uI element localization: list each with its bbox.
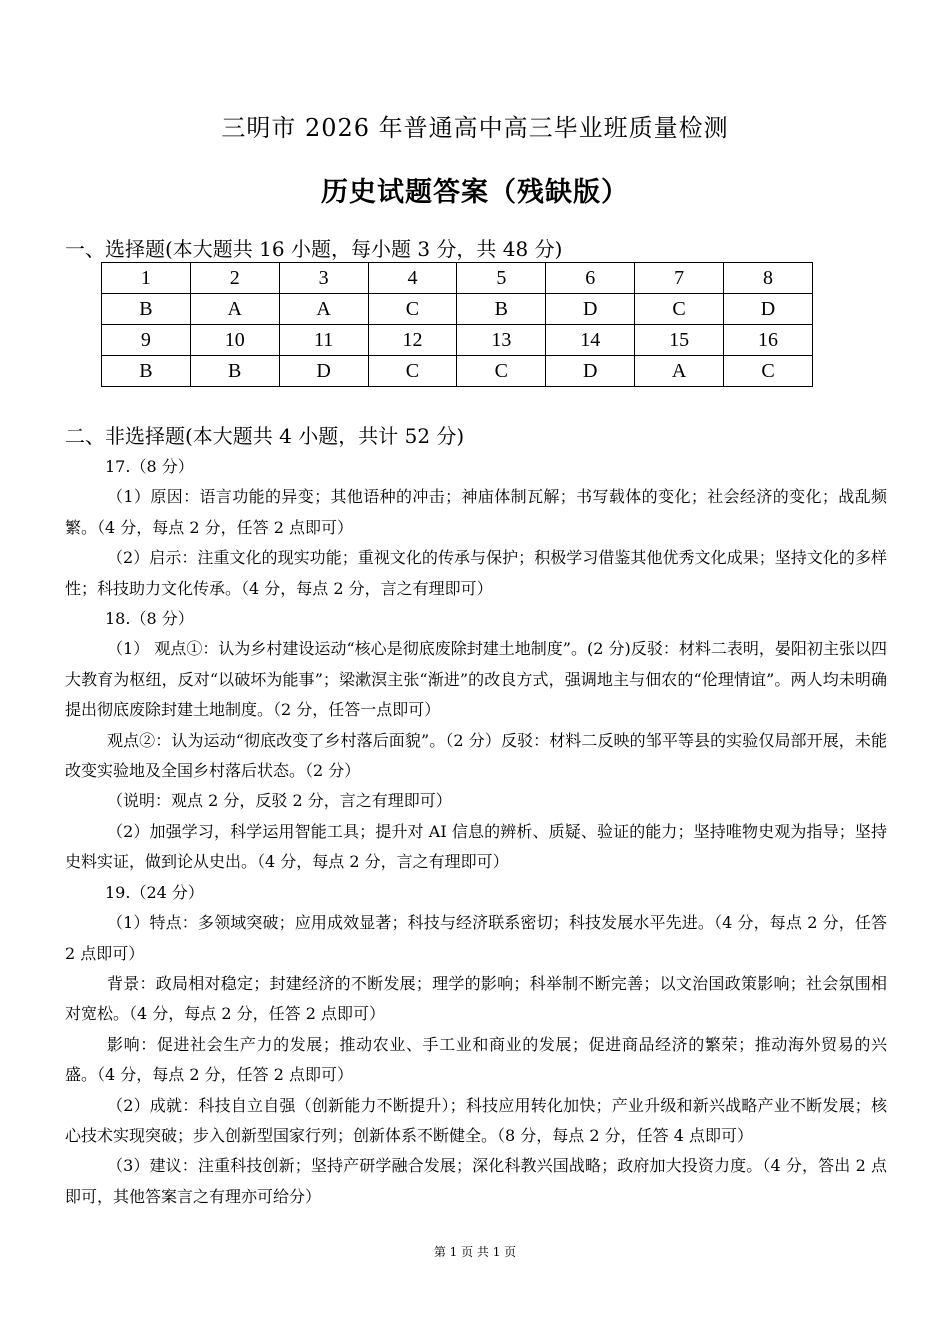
- answer-table-cell: 4: [368, 263, 457, 294]
- answer-table-row: [102, 325, 813, 356]
- answer-table-row: [102, 263, 813, 294]
- answer-paragraph: （2）加强学习，科学运用智能工具；提升对 AI 信息的辨析、质疑、验证的能力；坚持唯物史观为指导；坚持史料实证，做到论从史出。（4 分，每点 2 分，言之有理即可）: [65, 821, 887, 872]
- answer-body: [65, 452, 887, 1212]
- answer-table-cell: 14: [546, 325, 635, 356]
- answer-table-cell: 8: [724, 263, 813, 294]
- answer-paragraph: （3）建议：注重科技创新；坚持产研学融合发展；深化科教兴国战略；政府加大投资力度。（4 分，答出 2 点即可，其他答案言之有理亦可给分）: [65, 1156, 887, 1206]
- answer-paragraph: 观点②：认为运动“彻底改变了乡村落后面貌”。（2 分）反驳：材料二反映的邹平等县的实验仅局部开展，未能改变实验地及全国乡村落后状态。（2 分）: [65, 730, 887, 781]
- answer-table-cell: A: [190, 294, 279, 325]
- answer-table-cell: 6: [546, 263, 635, 294]
- answer-paragraph: 背景：政局相对稳定；封建经济的不断发展；理学的影响；科举制不断完善；以文治国政策影响；社会氛围相对宽松。（4 分，每点 2 分，任答 2 点即可）: [65, 973, 887, 1024]
- answer-table-cell: C: [457, 356, 546, 387]
- answer-table-cell: B: [190, 356, 279, 387]
- answer-table-cell: A: [635, 356, 724, 387]
- document-title: 三明市 2026 年普通高中高三毕业班质量检测: [221, 114, 729, 142]
- answer-paragraph: （1） 观点①：认为乡村建设运动“核心是彻底废除封建土地制度”。(2 分)反驳：材料二表明，晏阳初主张以四大教育为枢纽，反对“以破坏为能事”；梁漱溟主张“渐进”的改良方式，强调地主与佃农的“伦理情谊”。两人均未明确提出彻底废除封建土地制度。（2 分，任答一点即可）: [65, 639, 887, 720]
- answer-table-cell: 5: [457, 263, 546, 294]
- answer-table-cell: D: [546, 294, 635, 325]
- answer-table-cell: 1: [102, 263, 191, 294]
- document-subtitle: 历史试题答案（残缺版）: [321, 177, 629, 208]
- answer-paragraph: （说明：观点 2 分，反驳 2 分，言之有理即可）: [107, 791, 452, 811]
- answer-table-cell: 9: [102, 325, 191, 356]
- answer-table-cell: B: [102, 294, 191, 325]
- answer-table-row: [102, 294, 813, 325]
- answer-table: [101, 262, 813, 387]
- answer-table-cell: C: [724, 356, 813, 387]
- answer-table-cell: 11: [279, 325, 368, 356]
- section2-heading: 二、非选择题(本大题共 4 小题，共计 52 分): [65, 424, 465, 448]
- answer-table-cell: 3: [279, 263, 368, 294]
- answer-table-cell: B: [457, 294, 546, 325]
- answer-table-cell: 10: [190, 325, 279, 356]
- answer-table-cell: 2: [190, 263, 279, 294]
- answer-table-cell: 12: [368, 325, 457, 356]
- answer-table-cell: 13: [457, 325, 546, 356]
- answer-table-cell: C: [635, 294, 724, 325]
- answer-table-cell: D: [279, 356, 368, 387]
- answer-table-cell: D: [546, 356, 635, 387]
- answer-table-row: [102, 356, 813, 387]
- section1-heading: 一、选择题(本大题共 16 小题，每小题 3 分，共 48 分): [65, 237, 563, 261]
- answer-paragraph: 18.（8 分）: [105, 609, 194, 629]
- answer-table-cell: C: [368, 356, 457, 387]
- answer-table-cell: C: [368, 294, 457, 325]
- answer-paragraph: （2）成就：科技自立自强（创新能力不断提升）；科技应用转化加快；产业升级和新兴战略产业不断发展；核心技术实现突破；步入创新型国家行列；创新体系不断健全。（8 分，每点 2 分，任答 4 点即可）: [65, 1095, 887, 1145]
- answer-table-cell: 7: [635, 263, 724, 294]
- answer-paragraph: （1）特点：多领域突破；应用成效显著；科技与经济联系密切；科技发展水平先进。（4 分，每点 2 分，任答 2 点即可）: [65, 913, 887, 963]
- answer-table-cell: 15: [635, 325, 724, 356]
- answer-table-cell: A: [279, 294, 368, 325]
- answer-table-cell: 16: [724, 325, 813, 356]
- answer-paragraph: （1）原因：语言功能的异变；其他语种的冲击；神庙体制瓦解；书写载体的变化；社会经济的变化；战乱频繁。（4 分，每点 2 分，任答 2 点即可）: [65, 487, 887, 537]
- answer-paragraph: （2）启示：注重文化的现实功能；重视文化的传承与保护；积极学习借鉴其他优秀文化成果；坚持文化的多样性；科技助力文化传承。（4 分，每点 2 分，言之有理即可）: [65, 548, 887, 598]
- answer-paragraph: 17.（8 分）: [105, 457, 194, 476]
- answer-paragraph: 19.（24 分）: [105, 882, 204, 902]
- page-footer: 第 1 页 共 1 页: [433, 1245, 517, 1259]
- answer-table-cell: B: [102, 356, 191, 387]
- answer-paragraph: 影响：促进社会生产力的发展；推动农业、手工业和商业的发展；促进商品经济的繁荣；推动海外贸易的兴盛。（4 分，每点 2 分，任答 2 点即可）: [65, 1034, 887, 1085]
- answer-table-cell: D: [724, 294, 813, 325]
